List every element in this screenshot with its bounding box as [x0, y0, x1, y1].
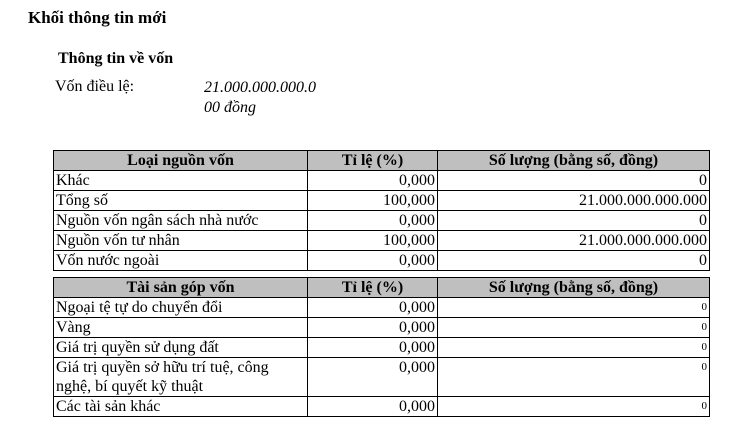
charter-capital-value-line2: 00 đồng — [204, 99, 256, 116]
row-label: Nguồn vốn tư nhân — [54, 231, 308, 251]
table-row — [54, 397, 710, 417]
row-amount: 0 — [438, 251, 710, 271]
column-header-ratio: Tỉ lệ (%) — [308, 151, 438, 171]
row-amount: 0 — [438, 298, 710, 318]
row-amount: 0 — [438, 397, 710, 417]
table-row — [54, 191, 710, 211]
table-row — [54, 231, 710, 251]
column-header-source-type: Loại nguồn vốn — [54, 151, 308, 171]
charter-capital-label: Vốn điều lệ: — [55, 78, 135, 95]
capital-sources-table — [53, 150, 710, 271]
column-header-ratio: Tỉ lệ (%) — [308, 278, 438, 298]
row-ratio: 100,000 — [308, 231, 438, 251]
row-amount: 0 — [438, 171, 710, 191]
charter-capital-value-line1: 21.000.000.000.0 — [204, 79, 316, 96]
row-label: Các tài sản khác — [54, 397, 308, 417]
row-amount: 21.000.000.000.000 — [438, 231, 710, 251]
contributed-assets-table — [53, 277, 710, 417]
row-ratio: 0,000 — [308, 171, 438, 191]
charter-capital-value — [204, 78, 344, 118]
row-ratio: 0,000 — [308, 211, 438, 231]
row-amount: 0 — [438, 211, 710, 231]
table-row — [54, 358, 710, 397]
row-label: Giá trị quyền sở hữu trí tuệ, công nghệ, bí quyết kỹ thuật — [54, 358, 308, 397]
row-ratio: 0,000 — [308, 397, 438, 417]
row-ratio: 0,000 — [308, 298, 438, 318]
row-ratio: 0,000 — [308, 318, 438, 338]
row-amount: 0 — [438, 338, 710, 358]
row-ratio: 0,000 — [308, 358, 438, 397]
table-row — [54, 318, 710, 338]
row-label: Nguồn vốn ngân sách nhà nước — [54, 211, 308, 231]
row-label: Vốn nước ngoài — [54, 251, 308, 271]
column-header-amount: Số lượng (bằng số, đồng) — [438, 278, 710, 298]
row-label: Ngoại tệ tự do chuyển đổi — [54, 298, 308, 318]
row-label: Giá trị quyền sử dụng đất — [54, 338, 308, 358]
row-amount: 0 — [438, 358, 710, 397]
table-header-row — [54, 278, 710, 298]
row-ratio: 0,000 — [308, 338, 438, 358]
row-label: Khác — [54, 171, 308, 191]
table-row — [54, 171, 710, 191]
capital-section-title: Thông tin về vốn — [58, 50, 174, 67]
table-row — [54, 251, 710, 271]
table-row — [54, 211, 710, 231]
table-row — [54, 338, 710, 358]
column-header-asset-type: Tài sản góp vốn — [54, 278, 308, 298]
table-row — [54, 298, 710, 318]
row-ratio: 0,000 — [308, 251, 438, 271]
row-label: Tổng số — [54, 191, 308, 211]
row-ratio: 100,000 — [308, 191, 438, 211]
table-header-row — [54, 151, 710, 171]
row-label: Vàng — [54, 318, 308, 338]
row-amount: 21.000.000.000.000 — [438, 191, 710, 211]
row-amount: 0 — [438, 318, 710, 338]
column-header-amount: Số lượng (bằng số, đồng) — [438, 151, 710, 171]
block-title: Khối thông tin mới — [28, 8, 167, 27]
